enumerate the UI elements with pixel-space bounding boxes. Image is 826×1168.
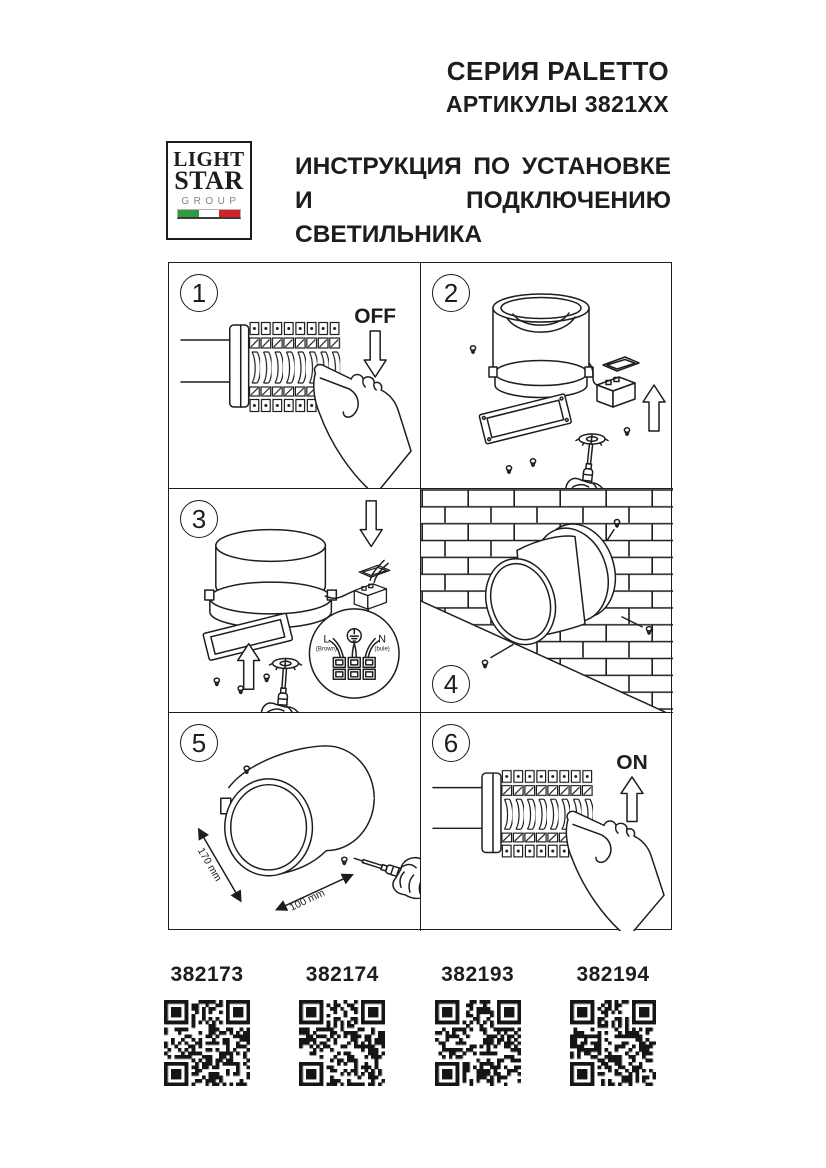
screw-icon xyxy=(342,857,347,864)
live-wire-color-label: (Brown) xyxy=(315,646,337,653)
screw-icon xyxy=(624,428,629,436)
lightstar-logo xyxy=(166,141,252,240)
junction-box xyxy=(354,584,386,609)
down-arrow-icon xyxy=(364,331,386,377)
instruction-title-line2: И ПОДКЛЮЧЕНИЮ СВЕТИЛЬНИКА xyxy=(295,187,671,248)
height-dimension-label: 170 mm xyxy=(194,846,224,884)
article-382193 xyxy=(432,963,524,1091)
screw-icon xyxy=(470,346,475,354)
article-382174 xyxy=(296,963,388,1091)
screw-icon xyxy=(530,459,535,467)
pointing-hand-icon xyxy=(314,365,411,488)
step-panel-2 xyxy=(421,263,673,489)
step-panel-3 xyxy=(169,489,421,713)
screwdriver-hand-icon xyxy=(259,658,306,712)
screw-icon xyxy=(214,678,219,686)
off-label: OFF xyxy=(354,304,397,329)
wiring-detail-circle xyxy=(309,609,399,698)
down-arrow-icon xyxy=(360,501,382,547)
step-number-badge-5: 5 xyxy=(180,724,218,762)
on-label: ON xyxy=(616,751,648,775)
logo-word-light: LIGHT xyxy=(173,147,245,171)
installation-steps-grid xyxy=(168,262,672,930)
qr-code xyxy=(299,1000,385,1086)
instruction-title-line1: ИНСТРУКЦИЯ ПО УСТАНОВКЕ xyxy=(295,153,671,180)
step-number-badge-6: 6 xyxy=(432,724,470,762)
screw-icon xyxy=(506,466,511,474)
step-panel-1 xyxy=(169,263,421,489)
junction-box xyxy=(597,377,635,407)
article-number: 382194 xyxy=(576,963,650,986)
assembled-fixture-drawing xyxy=(221,746,374,876)
qr-code xyxy=(435,1000,521,1086)
article-number: 382174 xyxy=(305,963,379,986)
series-title: СЕРИЯ PALETTO xyxy=(446,56,669,86)
step-number-badge-3: 3 xyxy=(180,500,218,538)
screw-icon xyxy=(264,674,269,682)
mounting-plate-drawing xyxy=(479,394,572,444)
step-panel-5 xyxy=(169,713,421,931)
articles-subtitle: АРТИКУЛЫ 3821XX xyxy=(445,90,669,117)
screw-icon xyxy=(244,766,249,773)
logo-word-star: STAR xyxy=(174,166,244,196)
step-panel-4 xyxy=(421,489,673,713)
screw-icon xyxy=(614,520,619,528)
article-382194 xyxy=(567,963,659,1091)
screw-icon xyxy=(646,627,651,635)
italian-flag-stripe xyxy=(177,209,241,219)
instruction-title xyxy=(295,150,671,252)
logo-word-group: GROUP xyxy=(181,196,241,207)
articles-row xyxy=(161,963,659,1091)
pointing-hand-icon xyxy=(566,811,664,931)
article-number: 382193 xyxy=(441,963,515,986)
earth-symbol-icon xyxy=(347,629,361,643)
screw-icon xyxy=(238,686,243,694)
fixture-body-drawing xyxy=(205,530,336,628)
header-title-block xyxy=(446,57,669,117)
up-arrow-icon xyxy=(621,777,643,822)
neutral-wire-label: N xyxy=(378,633,387,646)
article-382173 xyxy=(161,963,253,1091)
fixture-body-drawing xyxy=(489,294,593,398)
dimension-100mm xyxy=(277,875,353,914)
up-arrow-icon xyxy=(643,385,665,431)
screwdriver-hand-icon xyxy=(348,840,420,904)
neutral-wire-color-label: (bule) xyxy=(374,646,390,653)
step-number-badge-1: 1 xyxy=(180,274,218,312)
screw-icon xyxy=(482,660,487,668)
qr-code xyxy=(570,1000,656,1086)
step-number-badge-2: 2 xyxy=(432,274,470,312)
width-dimension-label: 100 mm xyxy=(287,887,327,914)
junction-box-lid xyxy=(603,357,639,371)
live-wire-label: L xyxy=(323,633,330,646)
step-number-badge-4: 4 xyxy=(432,665,470,703)
article-number: 382173 xyxy=(170,963,244,986)
step-panel-6 xyxy=(421,713,673,931)
qr-code xyxy=(164,1000,250,1086)
